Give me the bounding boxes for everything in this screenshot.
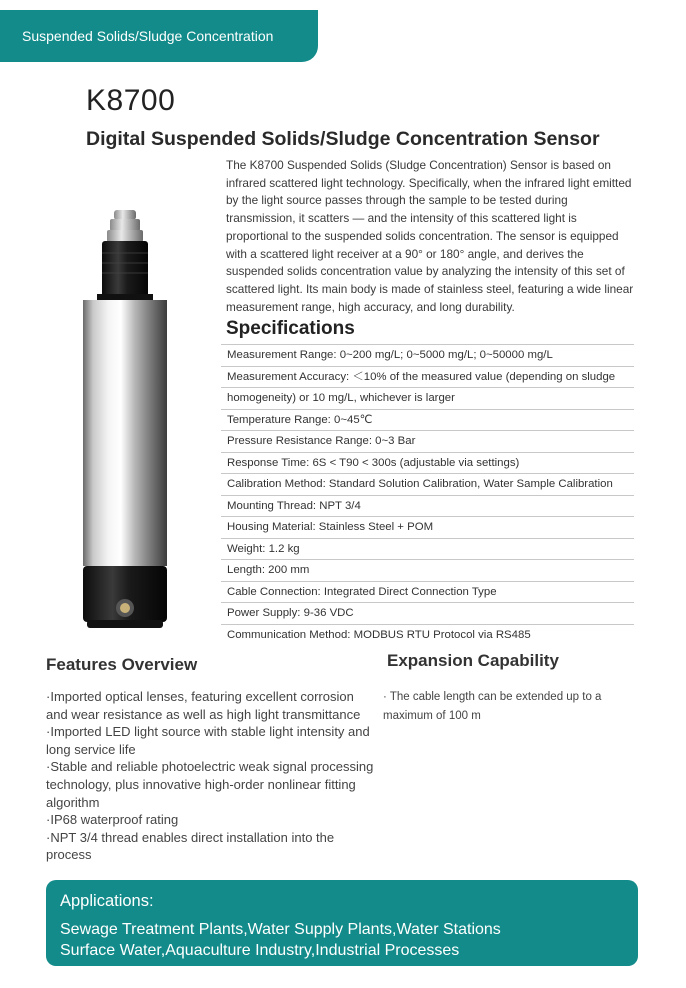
spec-row: Temperature Range: 0~45℃	[221, 410, 634, 432]
specifications-table	[221, 344, 634, 646]
spec-row: Pressure Resistance Range: 0~3 Bar	[221, 431, 634, 453]
spec-row: Response Time: 6S < T90 < 300s (adjustable via settings)	[221, 453, 634, 475]
spec-row: Calibration Method: Standard Solution Calibration, Water Sample Calibration	[221, 474, 634, 496]
spec-row: Housing Material: Stainless Steel + POM	[221, 517, 634, 539]
applications-line: Sewage Treatment Plants,Water Supply Plants,Water Stations	[60, 921, 501, 938]
expansion-title: Expansion Capability	[387, 651, 559, 670]
product-description: The K8700 Suspended Solids (Sludge Concentration) Sensor is based on infrared scattered light technology. Specifically, when the infrared light emitted by the light source passes through the sample to be tested during transmission, it scatters — and the intensity of this scattered light is proportional to the suspended solids concentration. The sensor is equipped with a scattered light receiver at a 90° or 180° angle, and derives the suspended solids concentration value by analyzing the intensity of this set of scattered light. Its main body is made of stainless steel, featuring a wide linear measurement range, high accuracy, and long durability.	[226, 158, 634, 314]
spec-row: Length: 200 mm	[221, 560, 634, 582]
feature-item: · NPT 3/4 thread enables direct installation into the process	[46, 829, 376, 864]
feature-item: · Imported optical lenses, featuring excellent corrosion and wear resistance as well as high light transmittance	[46, 688, 376, 723]
category-tab	[0, 10, 318, 62]
specifications-title: Specifications	[226, 318, 355, 339]
spec-row: Communication Method: MODBUS RTU Protocol via RS485	[227, 628, 531, 641]
spec-row: Measurement Range: 0~200 mg/L; 0~5000 mg/L; 0~50000 mg/L	[221, 345, 634, 367]
features-list	[46, 688, 376, 864]
applications-box	[46, 880, 638, 966]
product-model: K8700	[86, 84, 176, 117]
spec-row: Power Supply: 9-36 VDC	[221, 603, 634, 625]
expansion-text: · The cable length can be extended up to a maximum of 100 m	[383, 691, 602, 722]
product-title: Digital Suspended Solids/Sludge Concentration Sensor	[86, 128, 600, 150]
sensor-product-image	[80, 208, 170, 633]
spec-row: homogeneity) or 10 mg/L, whichever is larger	[221, 388, 634, 410]
feature-item: · IP68 waterproof rating	[46, 811, 376, 829]
spec-row: Mounting Thread: NPT 3/4	[221, 496, 634, 518]
applications-title: Applications:	[60, 892, 154, 910]
spec-row: Cable Connection: Integrated Direct Connection Type	[221, 582, 634, 604]
spec-row: Measurement Accuracy: ＜10% of the measured value (depending on sludge	[221, 367, 634, 389]
feature-item: · Imported LED light source with stable light intensity and long service life	[46, 723, 376, 758]
category-label: Suspended Solids/Sludge Concentration	[22, 28, 274, 44]
feature-item: · Stable and reliable photoelectric weak signal processing technology, plus innovative high-order nonlinear fitting algorithm	[46, 758, 376, 811]
spec-row: Weight: 1.2 kg	[221, 539, 634, 561]
applications-line: Surface Water,Aquaculture Industry,Industrial Processes	[60, 942, 460, 959]
features-title: Features Overview	[46, 655, 198, 674]
